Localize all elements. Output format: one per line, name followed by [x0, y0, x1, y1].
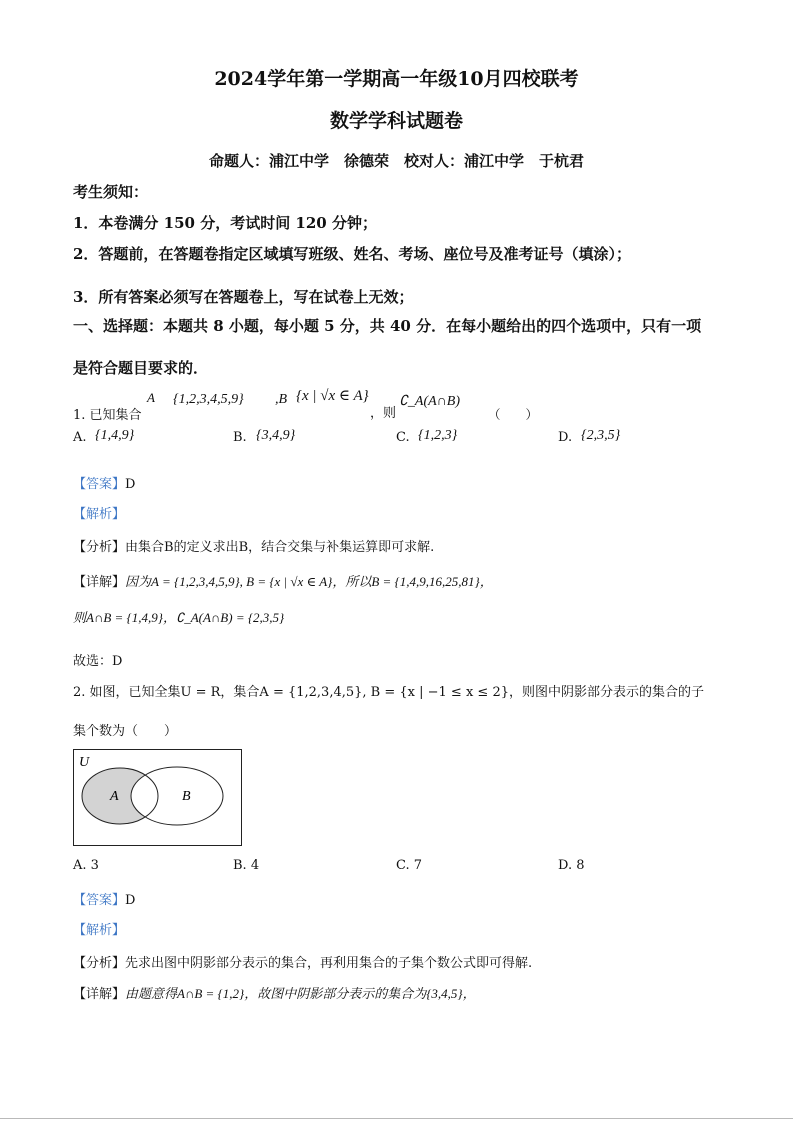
q2-stem-2: 集个数为（ ） [73, 724, 178, 739]
fenxi-text: 由集合B的定义求出B，结合交集与补集运算即可求解. [125, 540, 435, 555]
q1-set-b: ,B [275, 392, 288, 407]
xiangjie-tag: 【详解】 [73, 987, 126, 1002]
set-b-label: B [182, 789, 191, 804]
q1-then: ，则 [370, 406, 397, 421]
q1-option-c-value: {1,2,3} [418, 428, 458, 443]
q1-fenxi [73, 536, 434, 555]
q2-answer [73, 889, 135, 908]
q1-option-b-value: {3,4,9} [256, 428, 296, 443]
section-line-1: 一、选择题：本题共 8 小题，每小题 5 分，共 40 分．在每小题给出的四个选项中，只有一项 [73, 317, 702, 335]
xiangjie-text: 由题意得A∩B = {1,2}，故图中阴影部分表示的集合为{3,4,5}， [125, 986, 476, 1001]
q1-set-a: A [147, 390, 155, 405]
q1-xiangjie-2: 则A∩B = {1,4,9}，∁_A(A∩B) = {2,3,5} [73, 610, 285, 625]
q2-option-b: B. 4 [233, 858, 260, 873]
fenxi-tag: 【分析】 [73, 540, 126, 555]
exam-title: 2024学年第一学期高一年级10月四校联考 [214, 68, 579, 90]
q1-option-c-label: C. [396, 430, 410, 445]
answer-value: D [125, 477, 136, 492]
q1-xiangjie-1 [73, 571, 493, 590]
section-line-2: 是符合题目要求的． [73, 359, 209, 377]
q1-analysis-tag: 【解析】 [73, 507, 126, 522]
q1-set-a-value: {1,2,3,4,5,9} [173, 392, 244, 407]
answer-value: D [125, 893, 136, 908]
venn-diagram [73, 749, 243, 847]
answer-tag: 【答案】 [73, 893, 126, 908]
q1-option-a-value: {1,4,9} [95, 428, 135, 443]
notice-item-2: 2．答题前，在答题卷指定区域填写班级、姓名、考场、座位号及准考证号（填涂）； [73, 245, 631, 263]
set-a-label: A [110, 789, 119, 804]
fenxi-text: 先求出图中阴影部分表示的集合，再利用集合的子集个数公式即可得解. [125, 956, 533, 971]
q2-option-d: D. 8 [558, 858, 585, 873]
notice-item-3: 3．所有答案必须写在答题卷上，写在试卷上无效； [73, 288, 414, 306]
q2-option-c: C. 7 [396, 858, 423, 873]
fenxi-tag: 【分析】 [73, 956, 126, 971]
q1-complement: ∁_A(A∩B) [399, 394, 460, 409]
q1-choose: 故选：D [73, 654, 123, 669]
q2-fenxi [73, 952, 532, 971]
q2-stem-1: 2. 如图，已知全集U = R，集合A = {1,2,3,4,5}, B = {x | −1 ≤ x ≤ 2}，则图中阴影部分表示的集合的子 [73, 685, 704, 700]
q1-option-b-label: B. [233, 430, 247, 445]
q1-option-d-label: D. [558, 430, 573, 445]
q1-paren: （ ） [488, 407, 539, 422]
answer-tag: 【答案】 [73, 477, 126, 492]
page-bottom-divider [0, 1118, 793, 1119]
q1-answer [73, 473, 135, 492]
q1-stem-prefix: 1. 已知集合 [73, 408, 142, 423]
notice-heading: 考生须知： [73, 183, 149, 201]
q1-set-b-value: {x | √x ∈ A} [296, 388, 369, 404]
universe-label: U [79, 755, 90, 770]
xiangjie-tag: 【详解】 [73, 575, 126, 590]
authors-line: 命题人：浦江中学 徐德荣 校对人：浦江中学 于杭君 [208, 152, 584, 170]
q1-option-d-value: {2,3,5} [581, 428, 621, 443]
xiangjie-text-1: 因为A = {1,2,3,4,5,9}, B = {x | √x ∈ A}，所以B = {1,4,9,16,25,81}， [125, 574, 493, 589]
q2-analysis-tag: 【解析】 [73, 923, 126, 938]
q2-option-a: A. 3 [73, 858, 99, 873]
q2-xiangjie [73, 983, 476, 1002]
notice-item-1: 1．本卷满分 150 分，考试时间 120 分钟； [73, 214, 377, 232]
q1-option-a-label: A. [73, 430, 87, 445]
exam-subtitle: 数学学科试题卷 [329, 110, 463, 132]
